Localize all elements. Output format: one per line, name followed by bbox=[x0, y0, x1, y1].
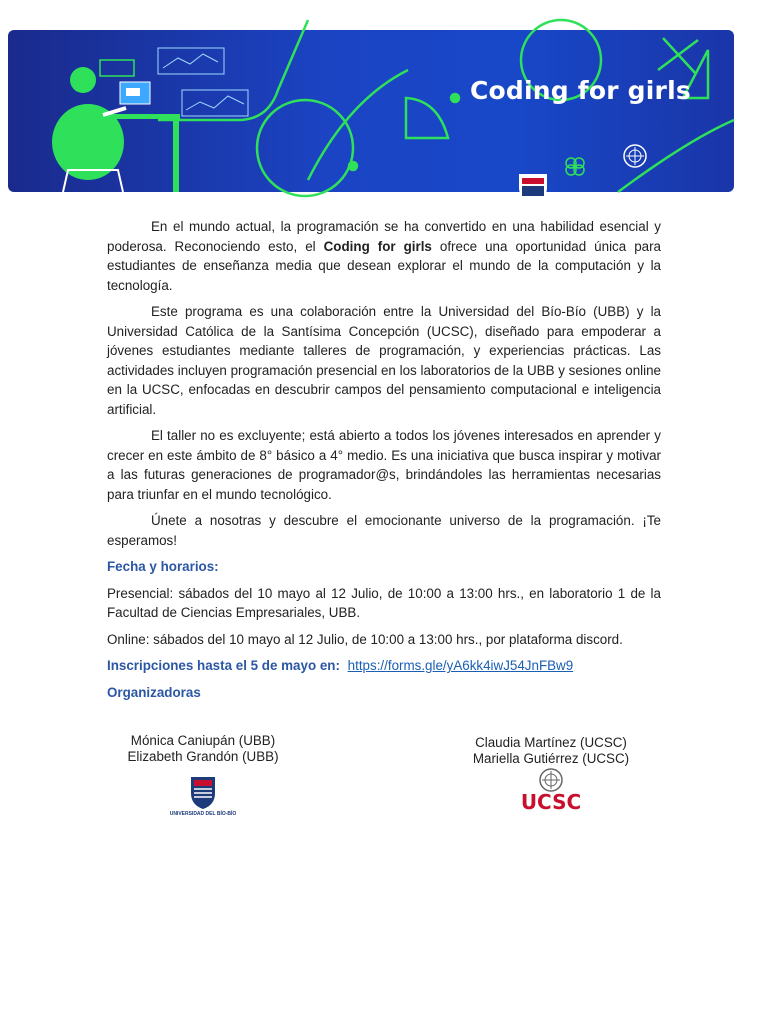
banner-curve bbox=[308, 70, 408, 180]
ubb-shield-icon bbox=[189, 775, 217, 809]
organizer-name: Mónica Caniupán (UBB) bbox=[130, 733, 276, 748]
ubb-crest-icon bbox=[516, 170, 550, 202]
intro-text-b: ofrece una oportunidad única para estudiantes de enseñanza media que desean explorar el mundo de la computación y la tecnología. bbox=[107, 238, 661, 293]
figure-body bbox=[52, 104, 124, 180]
ubb-organizers bbox=[110, 733, 296, 765]
chart-panel-2 bbox=[182, 90, 248, 116]
ucsc-banner-label: UCSC bbox=[611, 197, 672, 221]
invitation-paragraph: Únete a nosotras y descubre el emocionante universo de la programación. ¡Te esperamos! bbox=[107, 513, 661, 548]
registration-line bbox=[107, 656, 661, 676]
chart-panel-1 bbox=[158, 48, 224, 74]
online-schedule: Online: sábados del 10 mayo al 12 Julio, de 10:00 a 13:00 hrs., por plataforma discord. bbox=[107, 631, 623, 647]
program-name-bold: Coding for girls bbox=[323, 238, 432, 254]
inclusion-paragraph: El taller no es excluyente; está abierto a todos los jóvenes interesados en aprender y crecer en este ámbito de 8° básico a 4° medio. Es una iniciativa que busca inspirar y motivar a las futuras generaciones de programador@s, brindándoles las herramientas necesarias para triunfar en el mundo tecnológico. bbox=[107, 428, 661, 502]
banner-quarter-shape bbox=[406, 98, 448, 138]
intro-paragraph bbox=[107, 217, 661, 295]
ucsc-logo-label: UCSC bbox=[520, 790, 582, 814]
registration-label: Inscripciones hasta el 5 de mayo en: bbox=[107, 658, 340, 673]
header-banner bbox=[8, 30, 734, 221]
schedule-heading: Fecha y horarios: bbox=[107, 559, 219, 574]
ubb-logo-label: UNIVERSIDAD DEL BÍO-BÍO bbox=[169, 811, 237, 817]
banner-dot-1 bbox=[349, 162, 357, 170]
main-content bbox=[107, 217, 661, 709]
desk bbox=[108, 114, 180, 119]
figure-head bbox=[70, 67, 96, 93]
organizer-name: Claudia Martínez (UCSC) bbox=[475, 735, 627, 750]
desk-leg bbox=[173, 116, 179, 192]
banner-x-shape bbox=[658, 38, 698, 74]
monitor-screen bbox=[126, 88, 140, 96]
ubb-banner-label: UNIVERSIDAD DEL BÍO-BÍO bbox=[488, 209, 555, 215]
brain-icon bbox=[563, 155, 587, 177]
banner-circle-large bbox=[257, 100, 353, 196]
collaboration-paragraph: Este programa es una colaboración entre la Universidad del Bío-Bío (UBB) y la Universidad Católica de la Santísima Concepción (UCSC), diseñado para empoderar a jóvenes estudiantes mediante talleres de programación, y experiencias prácticas. Las actividades incluyen programación presencial en los laboratorios de la UBB y sesiones online en la UCSC, enfocadas en descubrir campos del pensamiento computacional e inteligencia artificial. bbox=[107, 304, 661, 417]
chart-line-2 bbox=[186, 96, 244, 110]
organizers-heading: Organizadoras bbox=[107, 684, 201, 700]
organizer-name: Mariella Gutiérrez (UCSC) bbox=[472, 751, 630, 766]
ucsc-logo bbox=[516, 768, 586, 816]
chart-line-1 bbox=[163, 54, 218, 68]
banner-title: Coding for girls bbox=[470, 76, 691, 105]
intro-text-a: En el mundo actual, la programación se ha convertido en una habilidad esencial y poderosa. Reconociendo esto, el bbox=[107, 219, 661, 254]
sidebar-bars bbox=[100, 60, 134, 76]
ucsc-organizers bbox=[450, 735, 652, 767]
ucsc-seal-icon bbox=[538, 768, 564, 792]
ubb-logo bbox=[160, 775, 246, 819]
presencial-schedule: Presencial: sábados del 10 mayo al 12 Julio, de 10:00 a 13:00 hrs., en laboratorio 1 de la Facultad de Ciencias Empresariales, UBB. bbox=[107, 585, 661, 620]
banner-dot-2 bbox=[451, 94, 459, 102]
registration-link[interactable]: https://forms.gle/yA6kk4iwJ54JnFBw9 bbox=[347, 658, 574, 673]
ucsc-crest-icon bbox=[622, 143, 648, 169]
organizer-name: Elizabeth Grandón (UBB) bbox=[127, 749, 279, 764]
